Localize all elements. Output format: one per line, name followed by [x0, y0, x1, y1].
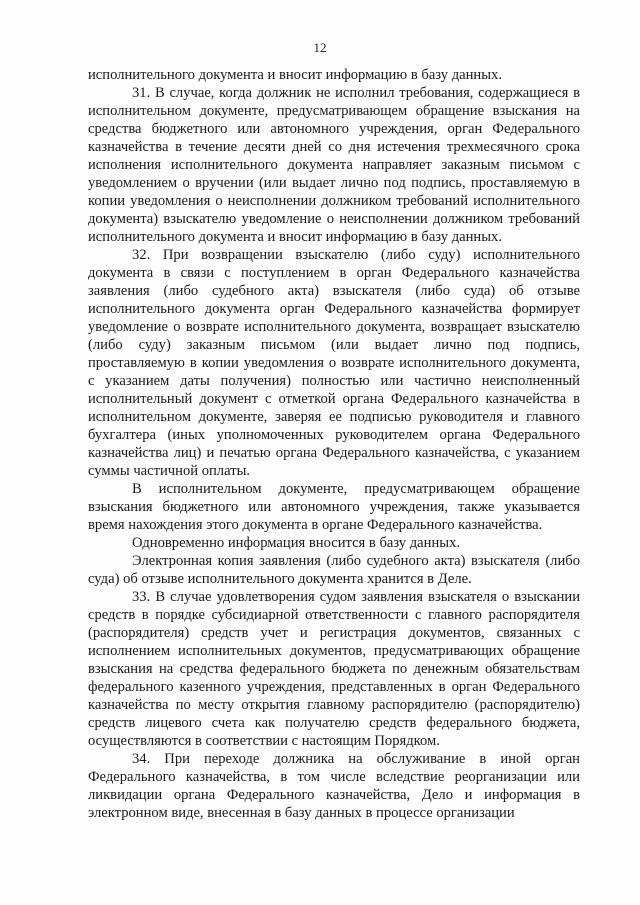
- paragraph-31: 31. В случае, когда должник не исполнил требования, содержащиеся в исполнительном документе, предусматривающем обращение взыскания на средства бюджетного или автономного учреждения, орган Федерального казначейства в течение десяти дней со дня истечения трехмесячного срока исполнения исполнительного документа направляет заказным письмом с уведомлением о вручении (или выдает лично под подпись, проставляемую в копии уведомления о неисполнении должником требований исполнительного документа) взыскателю уведомление о неисполнении должником требований исполнительного документа и вносит информацию в базу данных.: [88, 85, 580, 245]
- paragraph-continuation: исполнительного документа и вносит информацию в базу данных.: [88, 67, 502, 83]
- page-number: 12: [313, 40, 327, 55]
- paragraph-database-note: Одновременно информация вносится в базу данных.: [132, 535, 461, 551]
- document-body: [88, 66, 580, 822]
- paragraph-34: 34. При переходе должника на обслуживание в иной орган Федерального казначейства, в том числе вследствие реорганизации или ликвидации органа Федерального казначейства, Дело и информация в электронном виде, внесенная в базу данных в процессе организации: [88, 751, 580, 821]
- paragraph-32-continued: В исполнительном документе, предусматривающем обращение взыскания бюджетного или автономного учреждения, также указывается время нахождения этого документа в органе Федерального казначейства.: [88, 481, 580, 533]
- paragraph-electronic-copy: Электронная копия заявления (либо судебного акта) взыскателя (либо суда) об отзыве исполнительного документа хранится в Деле.: [88, 553, 580, 587]
- paragraph-32: 32. При возвращении взыскателю (либо суду) исполнительного документа в связи с поступлением в орган Федерального казначейства заявления (либо судебного акта) взыскателя (либо суда) об отзыве исполнительного документа орган Федерального казначейства формирует уведомление о возврате исполнительного документа, возвращает взыскателю (либо суду) заказным письмом (или выдает лично под подпись, проставляемую в копии уведомления о возврате исполнительного документа, с указанием даты получения) полностью или частично неисполненный исполнительный документ с отметкой органа Федерального казначейства в исполнительном документе, заверяя ее подписью руководителя и главного бухгалтера (иных уполномоченных руководителем органа Федерального казначейства лиц) и печатью органа Федерального казначейства, с указанием суммы частичной оплаты.: [88, 247, 580, 479]
- paragraph-33: 33. В случае удовлетворения судом заявления взыскателя о взыскании средств в порядке субсидиарной ответственности с главного распорядителя (распорядителя) средств учет и регистрация документов, связанных с исполнением исполнительных документов, предусматривающих обращение взыскания на средства федерального бюджета по денежным обязательствам федерального казенного учреждения, представленных в орган Федерального казначейства по месту открытия главному распорядителю (распорядителю) средств лицевого счета как получателю средств федерального бюджета, осуществляются в соответствии с настоящим Порядком.: [88, 589, 580, 749]
